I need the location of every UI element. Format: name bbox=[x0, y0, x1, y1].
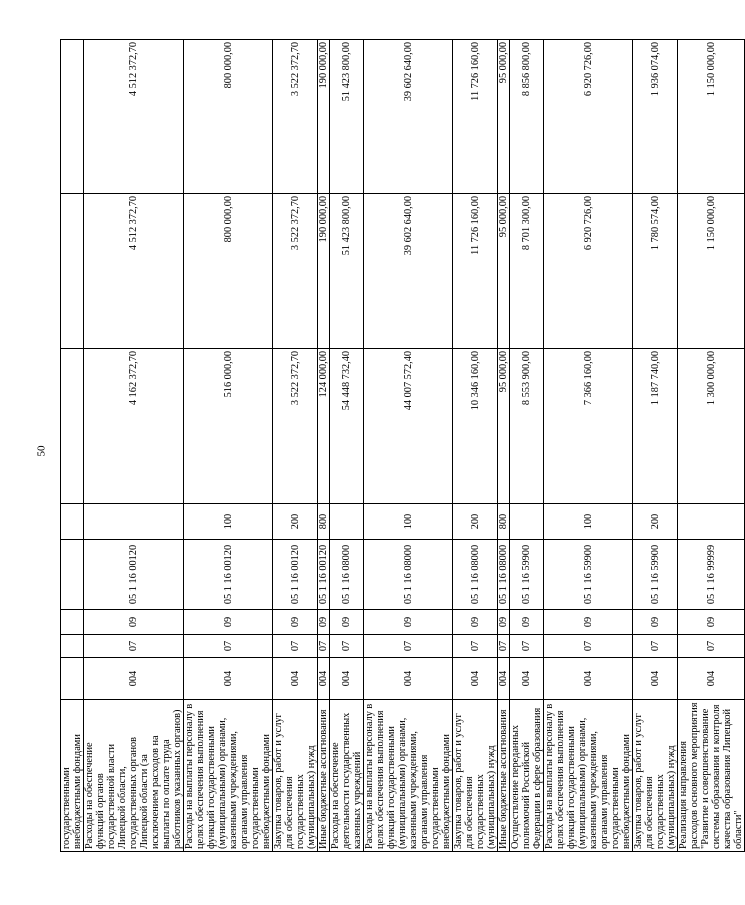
cell-name: Расходы на обеспечение функций органов государственной власти Липецкой области, государственных органов Липецкой области (за исключением расходов на выплаты по оплате труда работников указанных органов) bbox=[84, 700, 184, 852]
cell-amount-year-3: 6 920 726,00 bbox=[544, 40, 633, 194]
table-row bbox=[184, 40, 273, 852]
table-body bbox=[61, 40, 745, 852]
cell-name: Расходы на обеспечение деятельности государственных казенных учреждений bbox=[330, 700, 364, 852]
cell-name: Закупка товаров, работ и услуг для обеспечения государственных (муниципальных) нужд bbox=[453, 700, 498, 852]
cell-amount-year-1: 1 187 740,00 bbox=[633, 349, 678, 504]
cell-target-article: 05 1 16 99999 bbox=[678, 540, 745, 610]
cell-name: Закупка товаров, работ и услуг для обеспечения государственных (муниципальных) нужд bbox=[273, 700, 318, 852]
table-row bbox=[678, 40, 745, 852]
cell-section: 07 bbox=[364, 635, 453, 658]
table-row bbox=[544, 40, 633, 852]
cell-section: 07 bbox=[330, 635, 364, 658]
cell-subsection: 09 bbox=[453, 610, 498, 635]
table-row bbox=[498, 40, 510, 852]
cell-ministry-code: 004 bbox=[364, 658, 453, 700]
cell-ministry-code: 004 bbox=[544, 658, 633, 700]
cell-expense-type: 200 bbox=[633, 504, 678, 540]
cell-ministry-code: 004 bbox=[633, 658, 678, 700]
table-row bbox=[510, 40, 544, 852]
cell-subsection: 09 bbox=[84, 610, 184, 635]
cell-subsection: 09 bbox=[330, 610, 364, 635]
cell-amount-year-3: 800 000,00 bbox=[184, 40, 273, 194]
cell-expense-type bbox=[61, 504, 84, 540]
table-row bbox=[330, 40, 364, 852]
cell-amount-year-1: 54 448 732,40 bbox=[330, 349, 364, 504]
cell-ministry-code: 004 bbox=[318, 658, 330, 700]
cell-amount-year-2: 190 000,00 bbox=[318, 194, 330, 349]
table-row bbox=[61, 40, 84, 852]
cell-subsection: 09 bbox=[498, 610, 510, 635]
cell-subsection: 09 bbox=[544, 610, 633, 635]
cell-target-article: 05 1 16 08000 bbox=[498, 540, 510, 610]
cell-ministry-code: 004 bbox=[84, 658, 184, 700]
cell-section: 07 bbox=[84, 635, 184, 658]
cell-amount-year-3: 39 602 640,00 bbox=[364, 40, 453, 194]
cell-name: Закупка товаров, работ и услуг для обеспечения государственных (муниципальных) нужд bbox=[633, 700, 678, 852]
cell-amount-year-1: 4 162 372,70 bbox=[84, 349, 184, 504]
cell-target-article: 05 1 16 08000 bbox=[330, 540, 364, 610]
cell-ministry-code: 004 bbox=[678, 658, 745, 700]
cell-target-article: 05 1 16 59900 bbox=[544, 540, 633, 610]
cell-expense-type bbox=[678, 504, 745, 540]
cell-name: Иные бюджетные ассигнования bbox=[318, 700, 330, 852]
cell-amount-year-2: 39 602 640,00 bbox=[364, 194, 453, 349]
cell-amount-year-3: 95 000,00 bbox=[498, 40, 510, 194]
cell-name: Расходы на выплаты персоналу в целях обеспечения выполнения функций государственными (муниципальными) органами, казенными учреждениями, органами управления государственными внебюджетными фондами bbox=[184, 700, 273, 852]
cell-amount-year-1: 516 000,00 bbox=[184, 349, 273, 504]
cell-amount-year-2 bbox=[61, 194, 84, 349]
cell-target-article: 05 1 16 00120 bbox=[273, 540, 318, 610]
table-row bbox=[318, 40, 330, 852]
cell-name: Расходы на выплаты персоналу в целях обеспечения выполнения функций государственными (муниципальными) органами, казенными учреждениями, органами управления государственными внебюджетными фондами bbox=[544, 700, 633, 852]
table-row bbox=[633, 40, 678, 852]
cell-amount-year-3: 190 000,00 bbox=[318, 40, 330, 194]
cell-ministry-code: 004 bbox=[510, 658, 544, 700]
cell-subsection: 09 bbox=[318, 610, 330, 635]
cell-target-article: 05 1 16 08000 bbox=[364, 540, 453, 610]
cell-amount-year-2: 11 726 160,00 bbox=[453, 194, 498, 349]
cell-expense-type bbox=[330, 504, 364, 540]
cell-expense-type: 200 bbox=[453, 504, 498, 540]
cell-target-article: 05 1 16 00120 bbox=[318, 540, 330, 610]
table-row bbox=[453, 40, 498, 852]
cell-expense-type bbox=[84, 504, 184, 540]
table-row bbox=[273, 40, 318, 852]
cell-name: Иные бюджетные ассигнования bbox=[498, 700, 510, 852]
cell-subsection: 09 bbox=[364, 610, 453, 635]
cell-subsection: 09 bbox=[633, 610, 678, 635]
cell-target-article: 05 1 16 00120 bbox=[84, 540, 184, 610]
cell-ministry-code: 004 bbox=[273, 658, 318, 700]
cell-section: 07 bbox=[510, 635, 544, 658]
cell-expense-type: 800 bbox=[498, 504, 510, 540]
budget-table bbox=[60, 39, 745, 852]
cell-expense-type bbox=[510, 504, 544, 540]
cell-subsection: 09 bbox=[678, 610, 745, 635]
cell-amount-year-3: 8 856 800,00 bbox=[510, 40, 544, 194]
cell-expense-type: 100 bbox=[544, 504, 633, 540]
cell-amount-year-2: 800 000,00 bbox=[184, 194, 273, 349]
cell-subsection: 09 bbox=[184, 610, 273, 635]
cell-amount-year-1: 10 346 160,00 bbox=[453, 349, 498, 504]
table-row bbox=[364, 40, 453, 852]
cell-amount-year-1: 95 000,00 bbox=[498, 349, 510, 504]
cell-amount-year-1: 1 300 000,00 bbox=[678, 349, 745, 504]
cell-amount-year-3: 11 726 160,00 bbox=[453, 40, 498, 194]
cell-amount-year-1: 124 000,00 bbox=[318, 349, 330, 504]
cell-subsection: 09 bbox=[273, 610, 318, 635]
cell-section: 07 bbox=[544, 635, 633, 658]
page-number: 50 bbox=[35, 445, 48, 457]
cell-expense-type: 200 bbox=[273, 504, 318, 540]
cell-ministry-code: 004 bbox=[453, 658, 498, 700]
cell-amount-year-2: 8 701 300,00 bbox=[510, 194, 544, 349]
cell-amount-year-3: 1 936 074,00 bbox=[633, 40, 678, 194]
cell-subsection bbox=[61, 610, 84, 635]
cell-expense-type: 100 bbox=[184, 504, 273, 540]
cell-amount-year-2: 6 920 726,00 bbox=[544, 194, 633, 349]
cell-expense-type: 100 bbox=[364, 504, 453, 540]
cell-amount-year-3 bbox=[61, 40, 84, 194]
cell-name: Реализация направления расходов основного мероприятия "Развитие и совершенствование системы образования и контроля качества образования Липецкой области" bbox=[678, 700, 745, 852]
cell-amount-year-1 bbox=[61, 349, 84, 504]
cell-target-article: 05 1 16 08000 bbox=[453, 540, 498, 610]
cell-section: 07 bbox=[453, 635, 498, 658]
cell-expense-type: 800 bbox=[318, 504, 330, 540]
cell-section: 07 bbox=[273, 635, 318, 658]
cell-amount-year-2: 95 000,00 bbox=[498, 194, 510, 349]
cell-ministry-code: 004 bbox=[330, 658, 364, 700]
cell-amount-year-1: 3 522 372,70 bbox=[273, 349, 318, 504]
cell-name: Расходы на выплаты персоналу в целях обеспечения выполнения функций государственными (муниципальными) органами, казенными учреждениями, органами управления государственными внебюджетными фондами bbox=[364, 700, 453, 852]
cell-section: 07 bbox=[318, 635, 330, 658]
cell-amount-year-3: 51 423 800,00 bbox=[330, 40, 364, 194]
cell-name: государственными внебюджетными фондами bbox=[61, 700, 84, 852]
cell-amount-year-2: 1 780 574,00 bbox=[633, 194, 678, 349]
cell-target-article: 05 1 16 59900 bbox=[633, 540, 678, 610]
cell-amount-year-2: 3 522 372,70 bbox=[273, 194, 318, 349]
cell-amount-year-2: 4 512 372,70 bbox=[84, 194, 184, 349]
cell-ministry-code: 004 bbox=[184, 658, 273, 700]
cell-amount-year-2: 1 150 000,00 bbox=[678, 194, 745, 349]
rotated-page-content bbox=[60, 40, 744, 852]
cell-ministry-code bbox=[61, 658, 84, 700]
cell-amount-year-2: 51 423 800,00 bbox=[330, 194, 364, 349]
cell-amount-year-3: 1 150 000,00 bbox=[678, 40, 745, 194]
cell-section: 07 bbox=[498, 635, 510, 658]
cell-target-article bbox=[61, 540, 84, 610]
cell-target-article: 05 1 16 00120 bbox=[184, 540, 273, 610]
cell-subsection: 09 bbox=[510, 610, 544, 635]
cell-amount-year-1: 44 007 572,40 bbox=[364, 349, 453, 504]
cell-amount-year-3: 4 512 372,70 bbox=[84, 40, 184, 194]
cell-amount-year-1: 8 553 900,00 bbox=[510, 349, 544, 504]
cell-section: 07 bbox=[678, 635, 745, 658]
cell-amount-year-3: 3 522 372,70 bbox=[273, 40, 318, 194]
table-row bbox=[84, 40, 184, 852]
cell-amount-year-1: 7 366 160,00 bbox=[544, 349, 633, 504]
cell-name: Осуществление переданных полномочий Российской Федерации в сфере образования bbox=[510, 700, 544, 852]
cell-section bbox=[61, 635, 84, 658]
cell-ministry-code: 004 bbox=[498, 658, 510, 700]
cell-section: 07 bbox=[633, 635, 678, 658]
cell-target-article: 05 1 16 59900 bbox=[510, 540, 544, 610]
cell-section: 07 bbox=[184, 635, 273, 658]
